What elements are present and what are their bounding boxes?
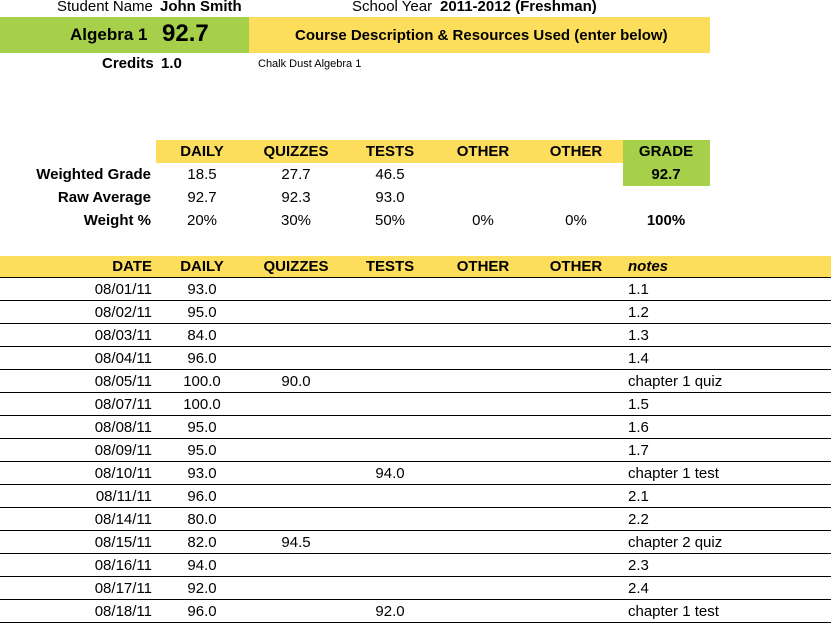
log-daily-cell[interactable]: 95.0 (187, 304, 217, 321)
log-date-cell[interactable]: 08/16/11 (94, 557, 152, 574)
log-quizzes-cell[interactable]: 94.5 (281, 534, 311, 551)
credits-value: 1.0 (161, 55, 182, 72)
row-divider (0, 323, 831, 324)
log-tests-cell[interactable]: 94.0 (375, 465, 405, 482)
log-date-cell[interactable]: 08/14/11 (94, 511, 152, 528)
school-year-value: 2011-2012 (Freshman) (440, 0, 597, 15)
log-notes-cell[interactable]: 2.2 (628, 511, 649, 528)
row-divider (0, 622, 831, 623)
resource-text[interactable]: Chalk Dust Algebra 1 (258, 58, 362, 70)
course-grade: 92.7 (162, 20, 209, 47)
summary-col-grade: GRADE (638, 143, 694, 160)
log-notes-cell[interactable]: chapter 1 test (628, 465, 719, 482)
row-divider (0, 553, 831, 554)
log-date-cell[interactable]: 08/10/11 (94, 465, 152, 482)
row-divider (0, 484, 831, 485)
row-divider (0, 507, 831, 508)
summary-cell[interactable]: 92.7 (187, 189, 217, 206)
log-daily-cell[interactable]: 96.0 (187, 350, 217, 367)
student-name-value: John Smith (160, 0, 242, 15)
log-col-notes: notes (628, 258, 669, 275)
log-date-cell[interactable]: 08/11/11 (95, 488, 152, 505)
row-divider (0, 530, 831, 531)
log-notes-cell[interactable]: 1.5 (628, 396, 649, 413)
summary-cell[interactable]: 92.3 (281, 189, 311, 206)
log-notes-cell[interactable]: 2.4 (628, 580, 649, 597)
summary-row-label: Weight % (83, 212, 151, 229)
log-daily-cell[interactable]: 84.0 (187, 327, 217, 344)
log-date-cell[interactable]: 08/02/11 (94, 304, 152, 321)
log-col-daily: DAILY (180, 258, 224, 275)
summary-cell[interactable]: 0% (472, 212, 494, 229)
log-date-cell[interactable]: 08/04/11 (94, 350, 152, 367)
row-divider (0, 576, 831, 577)
log-date-cell[interactable]: 08/05/11 (94, 373, 152, 390)
log-notes-cell[interactable]: 1.6 (628, 419, 649, 436)
summary-row-label: Weighted Grade (36, 166, 151, 183)
summary-col-tests: TESTS (365, 143, 415, 160)
row-divider (0, 599, 831, 600)
log-notes-cell[interactable]: 1.4 (628, 350, 649, 367)
log-date-cell[interactable]: 08/03/11 (94, 327, 152, 344)
log-notes-cell[interactable]: chapter 2 quiz (628, 534, 723, 551)
log-notes-cell[interactable]: 1.7 (628, 442, 649, 459)
log-notes-cell[interactable]: chapter 1 test (628, 603, 719, 620)
log-notes-cell[interactable]: 1.1 (628, 281, 649, 298)
credits-label: Credits (102, 55, 154, 72)
row-divider (0, 438, 831, 439)
log-daily-cell[interactable]: 93.0 (187, 465, 217, 482)
row-divider (0, 392, 831, 393)
summary-col-other-1: OTHER (456, 143, 510, 160)
log-daily-cell[interactable]: 94.0 (187, 557, 217, 574)
log-date-cell[interactable]: 08/15/11 (94, 534, 152, 551)
summary-col-other-2: OTHER (549, 143, 603, 160)
summary-cell[interactable]: 18.5 (187, 166, 217, 183)
log-date-cell[interactable]: 08/07/11 (94, 396, 152, 413)
log-notes-cell[interactable]: 2.1 (628, 488, 649, 505)
log-daily-cell[interactable]: 82.0 (187, 534, 217, 551)
log-daily-cell[interactable]: 96.0 (187, 488, 217, 505)
log-col-other-1: OTHER (456, 258, 510, 275)
log-notes-cell[interactable]: 1.2 (628, 304, 649, 321)
log-notes-cell[interactable]: 2.3 (628, 557, 649, 574)
log-daily-cell[interactable]: 92.0 (187, 580, 217, 597)
log-col-date: DATE (112, 258, 152, 275)
row-divider (0, 461, 831, 462)
log-daily-cell[interactable]: 95.0 (187, 442, 217, 459)
log-daily-cell[interactable]: 93.0 (187, 281, 217, 298)
log-date-cell[interactable]: 08/01/11 (94, 281, 152, 298)
log-date-cell[interactable]: 08/17/11 (94, 580, 152, 597)
row-divider (0, 277, 831, 278)
row-divider (0, 369, 831, 370)
log-notes-cell[interactable]: 1.3 (628, 327, 649, 344)
log-date-cell[interactable]: 08/18/11 (94, 603, 152, 620)
log-date-cell[interactable]: 08/08/11 (94, 419, 152, 436)
log-col-quizzes: QUIZZES (263, 258, 329, 275)
summary-cell[interactable]: 0% (565, 212, 587, 229)
summary-cell[interactable]: 20% (186, 212, 218, 229)
row-divider (0, 415, 831, 416)
log-date-cell[interactable]: 08/09/11 (94, 442, 152, 459)
summary-cell[interactable]: 30% (280, 212, 312, 229)
log-daily-cell[interactable]: 100.0 (183, 396, 221, 413)
student-name-label: Student Name (57, 0, 153, 15)
log-quizzes-cell[interactable]: 90.0 (281, 373, 311, 390)
log-notes-cell[interactable]: chapter 1 quiz (628, 373, 723, 390)
summary-row-label: Raw Average (57, 189, 151, 206)
summary-col-daily: DAILY (180, 143, 224, 160)
row-divider (0, 300, 831, 301)
log-daily-cell[interactable]: 96.0 (187, 603, 217, 620)
summary-cell[interactable]: 50% (374, 212, 406, 229)
log-daily-cell[interactable]: 95.0 (187, 419, 217, 436)
summary-col-quizzes: QUIZZES (263, 143, 329, 160)
course-name: Algebra 1 (70, 25, 148, 44)
log-col-tests: TESTS (365, 258, 415, 275)
summary-cell[interactable]: 46.5 (375, 166, 405, 183)
log-daily-cell[interactable]: 100.0 (183, 373, 221, 390)
final-grade-value[interactable]: 92.7 (651, 166, 681, 183)
log-daily-cell[interactable]: 80.0 (187, 511, 217, 528)
row-divider (0, 346, 831, 347)
log-col-other-2: OTHER (549, 258, 603, 275)
summary-cell[interactable]: 93.0 (375, 189, 405, 206)
summary-cell[interactable]: 100% (646, 212, 686, 229)
course-desc-label: Course Description & Resources Used (enter below) (295, 27, 668, 44)
log-tests-cell[interactable]: 92.0 (375, 603, 405, 620)
school-year-label: School Year (352, 0, 433, 15)
summary-cell[interactable]: 27.7 (281, 166, 311, 183)
